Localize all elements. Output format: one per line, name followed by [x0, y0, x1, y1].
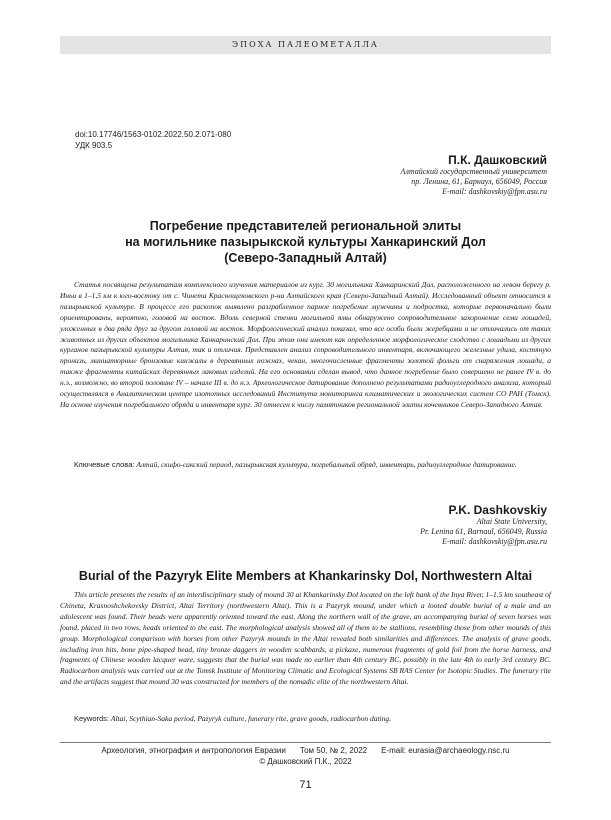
keywords-ru	[60, 460, 551, 471]
footer-divider	[60, 742, 551, 743]
title-ru-line: Погребение представителей региональной элиты	[149, 219, 462, 233]
journal-issue	[300, 745, 367, 756]
footer	[60, 745, 551, 767]
author-block-en	[420, 503, 547, 547]
keywords-label: Keywords:	[74, 714, 110, 723]
abstract-en: This article presents the results of an interdisciplinary study of mound 30 at Khankarinsky Dol located on the left bank of the Inya River, 1–1.5 km southeast of Chineta, Krasnoshchekovsky District, Altai Territory (northwestern Altai). This is a Pazyryk mound, under which a looted double burial of a male and an adolescent was found. Their heads were apparently oriented toward the east. Along the northern wall of the grave, an accompanying burial of seven horses was found, placed in two rows, heads oriented to the east. The morphological analysis showed all of them to be stallions, resembling those from other mounds of this group. Morphological comparison with horses from other Pazyryk mounds in the Altai revealed both similarities and differences. The analysis of grave goods, including iron bits, bone pipe-shaped bead, tiny bronze daggers in wooden scabbards, a pickaxe, numerous fragments of gold foil from the horse harness, and fragments of Chinese wooden lacquer ware, suggests that the burial was made no earlier than 4th century BC, possibly in the late 4th to early 3rd century BC. Radiocarbon analysis was carried out at the Tomsk Institute of Monitoring Climatic and Ecological Systems SB RAS Center for Isotopic Studies. The funerary rite and the artifacts suggest that mound 30 was constructed for members of the nomadic elite of the northwestern Altai.	[60, 590, 551, 687]
keywords-label: Ключевые слова:	[74, 460, 135, 469]
title-ru-line: (Северо-Западный Алтай)	[224, 251, 387, 265]
author-address: Pr. Lenina 61, Barnaul, 656049, Russia	[420, 527, 547, 536]
keywords-en	[60, 714, 551, 725]
article-title-ru	[60, 218, 551, 266]
journal-name: Археология, этнография и антропология Евразии	[101, 746, 286, 755]
author-email: E-mail: dashkovskiy@fpn.asu.ru	[442, 537, 547, 546]
article-title-en: Burial of the Pazyryk Elite Members at Khankarinsky Dol, Northwestern Altai	[78, 569, 533, 583]
author-name: П.К. Дашковский	[448, 153, 547, 167]
journal-volume: Том 50,	[299, 746, 328, 755]
journal-email: E-mail: eurasia@archaeology.nsc.ru	[381, 746, 510, 755]
author-address: пр. Ленина, 61, Барнаул, 656049, Россия	[411, 177, 547, 186]
udk: УДК 903.5	[75, 141, 113, 150]
journal-number: № 2,	[329, 746, 348, 755]
footer-journal-row	[60, 745, 551, 756]
doi: doi:10.17746/1563-0102.2022.50.2.071-080	[75, 130, 232, 139]
section-header	[60, 36, 551, 54]
author-affiliation: Алтайский государственный университет	[400, 167, 547, 176]
keywords-text: Алтай, скифо-сакский период, пазырыкская культура, погребальный обряд, инвентарь, радиоуглеродное датирование.	[136, 460, 517, 469]
author-name: P.K. Dashkovskiy	[448, 503, 547, 517]
copyright: © Дашковский П.К., 2022	[259, 757, 352, 766]
footer-copyright-row	[60, 756, 551, 767]
author-affiliation: Altai State University,	[476, 517, 547, 526]
section-title: ЭПОХА ПАЛЕОМЕТАЛЛА	[232, 40, 379, 49]
page-number: 71	[299, 779, 312, 791]
author-email: E-mail: dashkovskiy@fpn.asu.ru	[442, 187, 547, 196]
abstract-ru: Статья посвящена результатам комплексного изучения материалов из кург. 30 могильника Ханкаринский Дол, расположенного на левом берегу р. Иньи в 1–1,5 км к юго-востоку от с. Чинета Краснощековского р-на Алтайского края (Северо-Западный Алтай). Исследованный объект относится к пазырыкской культуре. В процессе его раскопок выявлено разграбленное парное погребение мужчины и подростка, которые первоначально были ориентированы, вероятно, головой на восток. Вдоль северной стенки могильной ямы обнаружено сопроводительное захоронение семи лошадей, уложенных в два ряда друг за другом головой на восток. Морфологический анализ показал, что все особи были жеребцами и не отличались от таких животных из других объектов могильника Ханкаринский Дол. При этом они имеют как определенное морфологическое сходство с лошадьми из других курганов пазырыкской культуры Алтая, так и отличия. Представлен анализ сопроводительного инвентаря, включающего железные удила, костяную пронизь, миниатюрные бронзовые кинжалы в деревянных ножнах, чекан, многочисленные фрагменты золотой фольги от снаряжения лошади, а также фрагменты китайских деревянных лаковых изделий. На его основании сделан вывод, что данное погребение было совершено не ранее IV в. до н.э., возможно, во второй половине IV – начале III в. до н.э. Археологическое датирование дополнено результатами радиоуглеродного анализа, который осуществлялся в Аналитическом центре изотопных исследований Института мониторинга климатических и экологических систем СО РАН (Томск). На основе изучения погребального обряда и инвентаря кург. 30 отнесен к числу памятников региональной элиты кочевников Северо-Западного Алтая.	[60, 280, 551, 409]
title-ru-line: на могильнике пазырыкской культуры Ханкаринский Дол	[125, 235, 486, 249]
keywords-text: Altai, Scythian-Saka period, Pazyryk culture, funerary rite, grave goods, radiocarbon dating.	[110, 714, 391, 723]
author-block-ru	[400, 153, 547, 197]
journal-year: 2022	[349, 746, 368, 755]
article-meta	[75, 129, 231, 151]
